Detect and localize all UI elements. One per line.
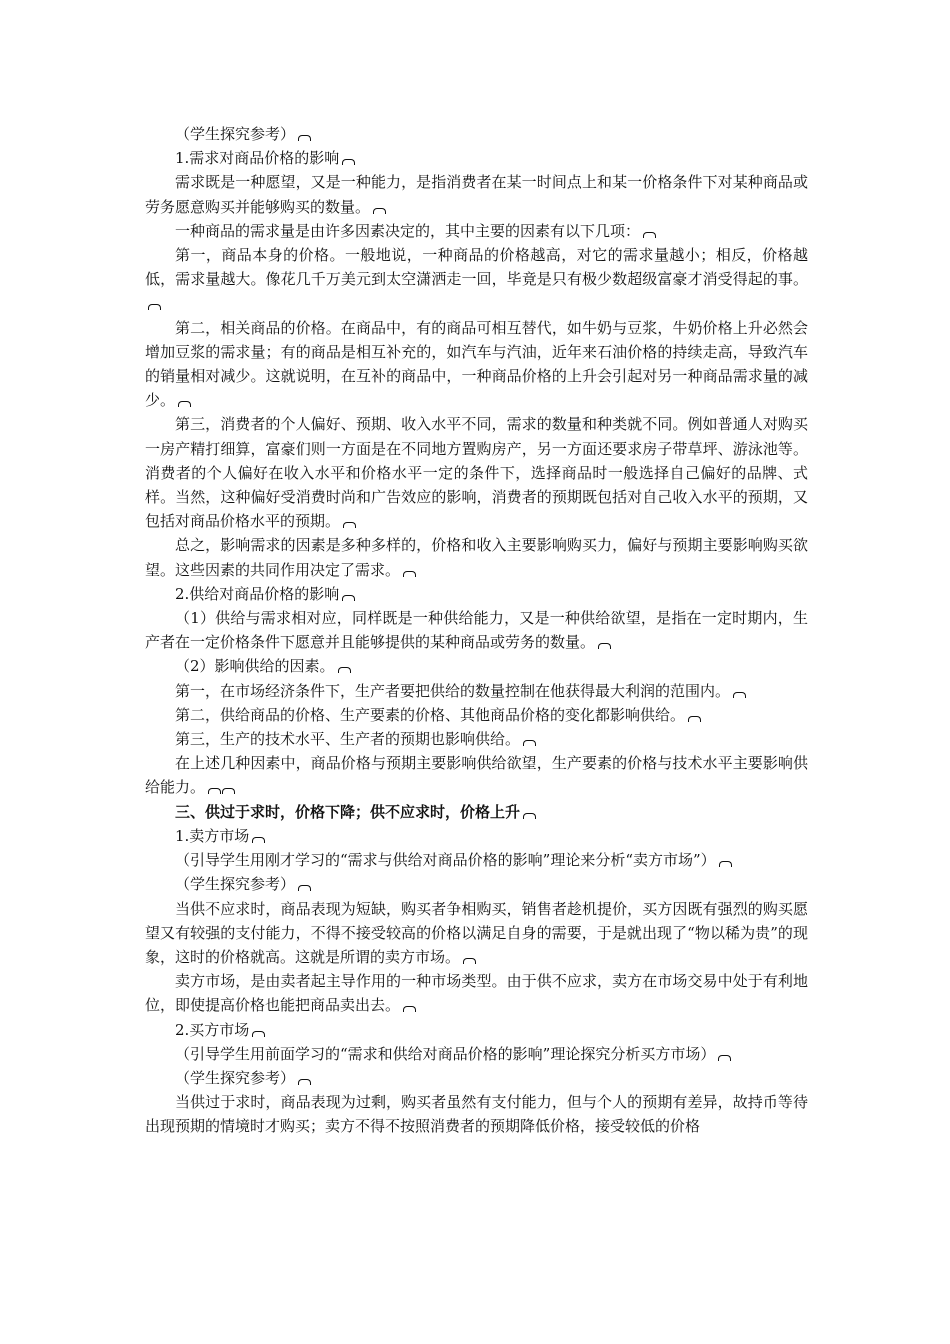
paragraph xyxy=(145,1042,808,1066)
paragraph-mark-icon xyxy=(178,401,191,407)
paragraph xyxy=(145,824,808,848)
paragraph-mark-icon xyxy=(403,571,416,577)
paragraph xyxy=(145,969,808,1017)
paragraph-mark-icon xyxy=(523,740,536,746)
paragraph xyxy=(145,872,808,896)
paragraph-text: （引导学生用刚才学习的“需求与供给对商品价格的影响”理论来分析“卖方市场”） xyxy=(175,851,716,870)
paragraph-text: 需求既是一种愿望，又是一种能力，是指消费者在某一时间点上和某一价格条件下对某种商品或劳务愿意购买并能够购买的数量。 xyxy=(145,173,808,216)
paragraph-text: 当供过于求时，商品表现为过剩，购买者虽然有支付能力，但与个人的预期有差异，故持币等待出现预期的情境时才购买；卖方不得不按照消费者的预期降低价格，接受较低的价格 xyxy=(145,1093,808,1136)
section-heading xyxy=(145,800,808,824)
paragraph xyxy=(145,1018,808,1042)
paragraph xyxy=(145,582,808,606)
paragraph xyxy=(145,219,808,243)
paragraph-text: 第三，生产的技术水平、生产者的预期也影响供给。 xyxy=(175,730,521,749)
paragraph-mark-icon xyxy=(338,667,351,673)
paragraph-text: 第二，供给商品的价格、生产要素的价格、其他商品价格的变化都影响供给。 xyxy=(175,705,686,724)
paragraph-text: 三、供过于求时，价格下降；供不应求时，价格上升 xyxy=(175,802,521,821)
paragraph-mark-icon xyxy=(523,813,536,819)
paragraph xyxy=(145,170,808,218)
paragraph-text: （引导学生用前面学习的“需求和供给对商品价格的影响”理论探究分析买方市场） xyxy=(175,1044,716,1063)
paragraph-text: 1.需求对商品价格的影响 xyxy=(175,149,340,168)
paragraph xyxy=(145,1066,808,1090)
paragraph xyxy=(145,122,808,146)
paragraph xyxy=(145,533,808,581)
paragraph-mark-icon xyxy=(298,885,311,891)
paragraph-text: 2.供给对商品价格的影响 xyxy=(175,584,340,603)
paragraph xyxy=(145,316,808,413)
paragraph-text: 一种商品的需求量是由许多因素决定的，其中主要的因素有以下几项： xyxy=(175,221,641,240)
paragraph-text: （学生探究参考） xyxy=(175,1068,296,1087)
paragraph-mark-icon xyxy=(298,135,311,141)
paragraph xyxy=(145,654,808,678)
paragraph-text: （学生探究参考） xyxy=(175,125,296,143)
paragraph xyxy=(145,243,808,316)
paragraph xyxy=(145,146,808,170)
paragraph-mark-icon xyxy=(252,1031,265,1037)
paragraph-mark-icon xyxy=(598,643,611,649)
paragraph-text: 卖方市场，是由卖者起主导作用的一种市场类型。由于供不应求，卖方在市场交易中处于有利地位，即使提高价格也能把商品卖出去。 xyxy=(145,972,808,1015)
paragraph-text: 总之，影响需求的因素是多种多样的，价格和收入主要影响购买力，偏好与预期主要影响购买欲望。这些因素的共同作用决定了需求。 xyxy=(145,536,808,579)
paragraph xyxy=(145,1090,808,1138)
paragraph xyxy=(145,897,808,970)
paragraph-mark-icon xyxy=(343,522,356,528)
paragraph xyxy=(145,679,808,703)
paragraph-text: 当供不应求时，商品表现为短缺，购买者争相购买，销售者趁机提价，买方因既有强烈的购买愿望又有较强的支付能力，不得不接受较高的价格以满足自身的需要，于是就出现了“物以稀为贵”的现象，这时的价格就高。这就是所谓的卖方市场。 xyxy=(145,899,808,966)
paragraph-mark-icon xyxy=(342,595,355,601)
paragraph-mark-icon xyxy=(222,788,235,794)
paragraph xyxy=(145,606,808,654)
paragraph-text: 第二，相关商品的价格。在商品中，有的商品可相互替代，如牛奶与豆浆，牛奶价格上升必然会增加豆浆的需求量；有的商品是相互补充的，如汽车与汽油，近年来石油价格的持续走高，导致汽车的销量相对减少。这就说明，在互补的商品中，一种商品价格的上升会引起对另一种商品需求量的减少。 xyxy=(145,318,808,410)
paragraph-mark-icon xyxy=(373,208,386,214)
paragraph xyxy=(145,751,808,799)
paragraph xyxy=(145,412,808,533)
paragraph-mark-icon xyxy=(463,958,476,964)
paragraph xyxy=(145,848,808,872)
paragraph-text: 2.买方市场 xyxy=(175,1020,250,1039)
paragraph-text: 第一，在市场经济条件下，生产者要把供给的数量控制在他获得最大利润的范围内。 xyxy=(175,681,731,700)
paragraph-text: （1）供给与需求相对应，同样既是一种供给能力，又是一种供给欲望，是指在一定时期内，生产者在一定价格条件下愿意并且能够提供的某种商品或劳务的数量。 xyxy=(145,609,808,652)
paragraph-mark-icon xyxy=(643,232,656,238)
paragraph-text: （2）影响供给的因素。 xyxy=(175,657,335,676)
paragraph xyxy=(145,703,808,727)
paragraph-text: 第一，商品本身的价格。一般地说，一种商品的价格越高，对它的需求量越小；相反，价格越低，需求量越大。像花几千万美元到太空潇洒走一回，毕竟是只有极少数超级富豪才消受得起的事。 xyxy=(145,246,808,289)
paragraph xyxy=(145,727,808,751)
document-body xyxy=(145,122,808,1139)
paragraph-mark-icon xyxy=(148,304,161,310)
paragraph-mark-icon xyxy=(252,837,265,843)
paragraph-mark-icon xyxy=(718,1055,731,1061)
paragraph-text: 第三，消费者的个人偏好、预期、收入水平不同，需求的数量和种类就不同。例如普通人对购买一房产精打细算，富豪们则一方面是在不同地方置购房产，另一方面还要求房子带草坪、游泳池等。消费者的个人偏好在收入水平和价格水平一定的条件下，选择商品时一般选择自己偏好的品牌、式样。当然，这种偏好受消费时尚和广告效应的影响，消费者的预期既包括对自己收入水平的预期，又包括对商品价格水平的预期。 xyxy=(145,415,808,531)
paragraph-text: 在上述几种因素中，商品价格与预期主要影响供给欲望，生产要素的价格与技术水平主要影响供给能力。 xyxy=(145,754,808,797)
paragraph-text: 1.卖方市场 xyxy=(175,826,250,845)
paragraph-mark-icon xyxy=(733,692,746,698)
paragraph-mark-icon xyxy=(298,1079,311,1085)
paragraph-mark-icon xyxy=(342,159,355,165)
paragraph-mark-icon xyxy=(208,788,221,794)
paragraph-mark-icon xyxy=(719,861,732,867)
paragraph-mark-icon xyxy=(688,716,701,722)
paragraph-text: （学生探究参考） xyxy=(175,875,296,894)
paragraph-mark-icon xyxy=(403,1006,416,1012)
